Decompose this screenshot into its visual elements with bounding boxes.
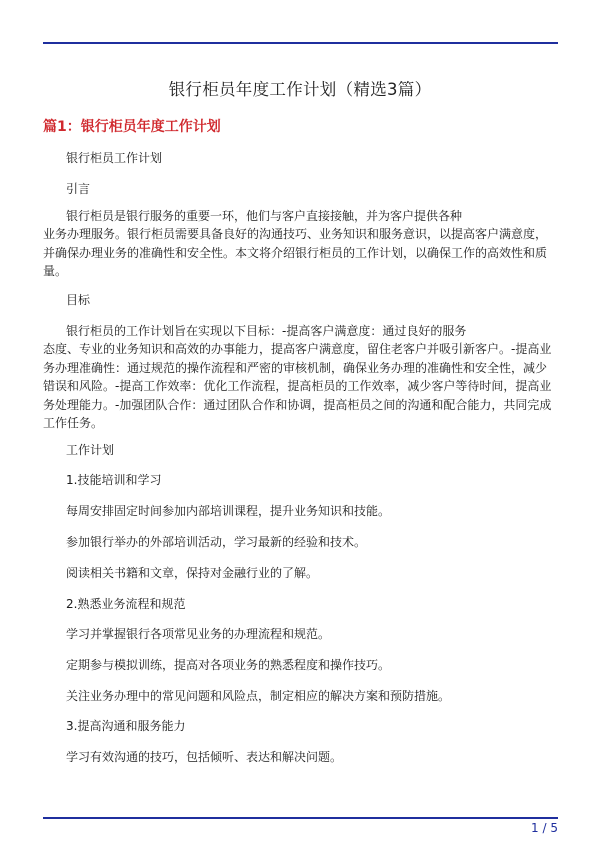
- heading-work-plan: 工作计划: [66, 443, 115, 457]
- footer-rule: [43, 817, 558, 819]
- heading-goals: 目标: [66, 293, 91, 307]
- subtitle-paragraph: 银行柜员工作计划: [66, 151, 163, 165]
- intro-paragraph-line1: 银行柜员是银行服务的重要一环，他们与客户直接接触，并为客户提供各种: [66, 209, 463, 223]
- plan-item-text: 定期参与模拟训练，提高对各项业务的熟悉程度和操作技巧。: [66, 658, 391, 672]
- plan-item-text: 阅读相关书籍和文章，保持对金融行业的了解。: [66, 566, 319, 580]
- plan-item-heading-2: 2.熟悉业务流程和规范: [66, 597, 186, 611]
- plan-item-heading-3: 3.提高沟通和服务能力: [66, 719, 186, 733]
- goals-paragraph-line1: 银行柜员的工作计划旨在实现以下目标：-提高客户满意度：通过良好的服务: [66, 324, 467, 338]
- document-title: 银行柜员年度工作计划（精选3篇）: [168, 80, 432, 99]
- plan-item-text: 关注业务办理中的常见问题和风险点，制定相应的解决方案和预防措施。: [66, 689, 451, 703]
- heading-introduction: 引言: [66, 182, 91, 196]
- plan-item-heading-1: 1.技能培训和学习: [66, 473, 162, 487]
- plan-item-text: 学习有效沟通的技巧，包括倾听、表达和解决问题。: [66, 750, 343, 764]
- plan-item-text: 参加银行举办的外部培训活动，学习最新的经验和技术。: [66, 535, 367, 549]
- header-rule: [43, 42, 558, 44]
- goals-paragraph-body: 态度、专业的业务知识和高效的办事能力，提高客户满意度，留住老客户并吸引新客户。-提高业务办理准确性：通过规范的操作流程和严密的审核机制，确保业务办理的准确性和安全性，减少错误和风险。-提高工作效率：优化工作流程，提高柜员的工作效率，减少客户等待时间，提高业务处理能力。-加强团队合作：通过团队合作和协调，提高柜员之间的沟通和配合能力，共同完成工作任务。: [43, 342, 552, 430]
- intro-paragraph-body: 业务办理服务。银行柜员需要具备良好的沟通技巧、业务知识和服务意识，以提高客户满意度，并确保办理业务的准确性和安全性。本文将介绍银行柜员的工作计划，以确保工作的高效性和质量。: [43, 227, 548, 278]
- page-indicator: 1 / 5: [531, 821, 558, 835]
- plan-item-text: 学习并掌握银行各项常见业务的办理流程和规范。: [66, 627, 331, 641]
- section-heading: 篇1：银行柜员年度工作计划: [43, 119, 221, 135]
- plan-item-text: 每周安排固定时间参加内部培训课程，提升业务知识和技能。: [66, 504, 391, 518]
